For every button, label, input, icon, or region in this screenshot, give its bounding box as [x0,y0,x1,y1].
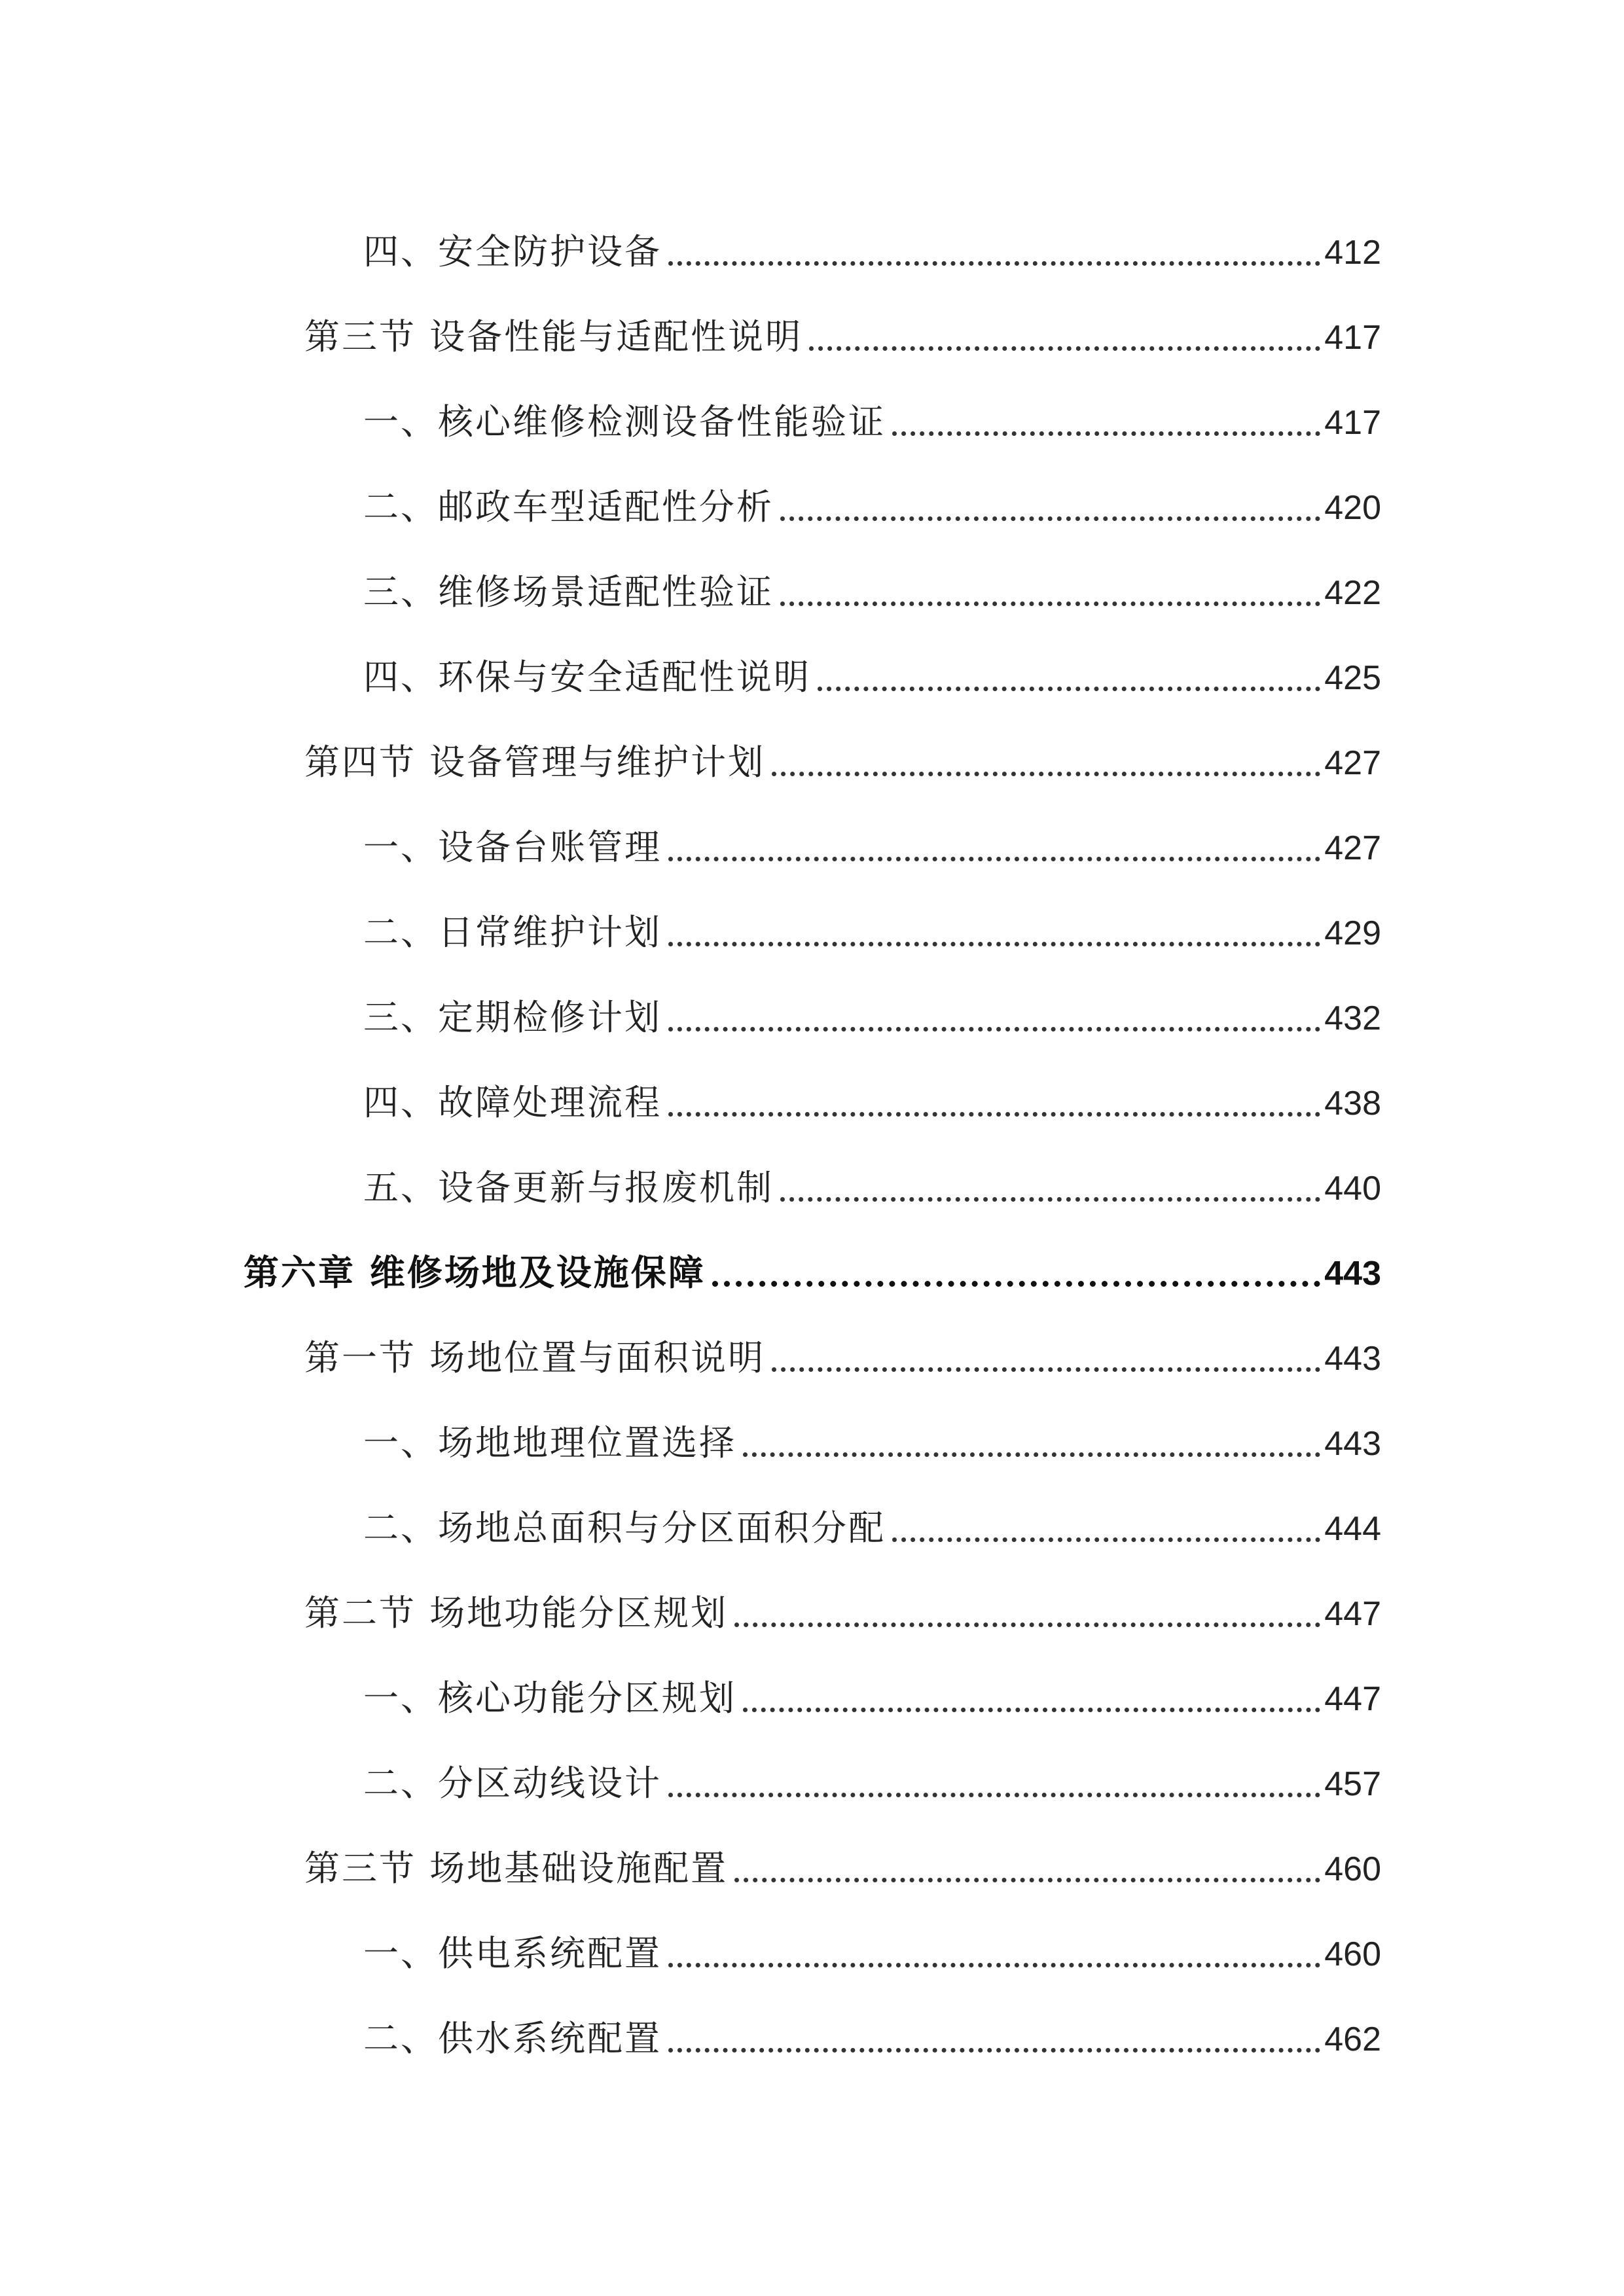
toc-page-number: 422 [1324,574,1381,612]
toc-dot-leader [780,516,1320,521]
toc-entry[interactable] [304,1821,1381,1889]
toc-entry[interactable] [304,1566,1381,1634]
toc-dot-leader [780,601,1320,606]
toc-dot-leader [734,1623,1320,1627]
toc-entry-label: 四、环保与安全适配性说明 [363,656,811,698]
toc-page-number: 460 [1324,1850,1381,1888]
toc-entry[interactable] [363,459,1381,528]
toc-page-number: 440 [1324,1170,1381,1208]
toc-page-number: 443 [1324,1255,1381,1293]
toc-entry[interactable] [363,1991,1381,2059]
toc-dot-leader [743,1452,1320,1457]
toc-entry[interactable] [363,1651,1381,1719]
toc-entry[interactable] [363,630,1381,698]
toc-dot-leader [668,857,1320,861]
toc-entry-label: 三、维修场景适配性验证 [363,571,774,613]
toc-page-number: 457 [1324,1765,1381,1803]
toc-page-number: 417 [1324,404,1381,442]
toc-page-number: 447 [1324,1680,1381,1718]
toc-entry-label: 第三节 场地基础设施配置 [304,1848,729,1889]
toc-dot-leader [772,1367,1320,1372]
toc-entry-label: 第四节 设备管理与维护计划 [304,742,766,783]
toc-entry-label: 三、定期检修计划 [363,997,662,1038]
toc-entry-label: 第二节 场地功能分区规划 [304,1592,729,1634]
toc-page-number: 427 [1324,829,1381,867]
toc-page-number: 443 [1324,1425,1381,1463]
toc-entry[interactable] [304,289,1381,355]
toc-entry[interactable] [363,374,1381,440]
toc-dot-leader [668,1027,1320,1031]
toc-page-number: 420 [1324,489,1381,527]
toc-page-number: 462 [1324,2020,1381,2058]
toc-page-number: 444 [1324,1510,1381,1548]
toc-entry[interactable] [363,1906,1381,1974]
toc-entry-label: 二、场地总面积与分区面积分配 [363,1507,886,1549]
toc-entry[interactable] [363,885,1381,953]
toc-page-number: 412 [1324,234,1381,272]
toc-entry[interactable] [304,715,1381,783]
toc-entry-label: 第六章 维修场地及设施保障 [244,1252,706,1293]
toc-dot-leader [892,1537,1320,1542]
toc-dot-leader [668,1793,1320,1797]
toc-dot-leader [668,2048,1320,2053]
toc-entry-label: 一、核心功能分区规划 [363,1677,736,1719]
toc-entry-label: 第一节 场地位置与面积说明 [304,1337,766,1378]
toc-entry-label: 第三节 设备性能与适配性说明 [304,316,803,357]
toc-dot-leader [772,772,1320,776]
toc-entry[interactable] [363,204,1381,270]
toc-entry-label: 一、场地地理位置选择 [363,1422,736,1463]
toc-dot-leader [712,1281,1320,1287]
toc-entry-label: 五、设备更新与报废机制 [363,1167,774,1208]
toc-dot-leader [809,346,1320,351]
toc-entry[interactable] [363,1055,1381,1121]
toc-dot-leader [780,1197,1320,1202]
toc-dot-leader [818,687,1320,691]
toc-dot-leader [743,1708,1320,1712]
toc-entry-label: 一、设备台账管理 [363,827,662,868]
toc-entry[interactable] [363,1480,1381,1549]
toc-page-number: 429 [1324,914,1381,952]
toc-entry[interactable] [363,800,1381,868]
toc-entry[interactable] [363,1395,1381,1461]
toc-entry[interactable] [363,1736,1381,1804]
toc-dot-leader [668,1112,1320,1117]
toc-page-number: 427 [1324,744,1381,782]
toc-dot-leader [668,261,1320,266]
toc-entry-label: 二、分区动线设计 [363,1763,662,1804]
toc-entry[interactable] [363,545,1381,613]
toc-entry[interactable] [304,1310,1381,1376]
toc-entry-label: 四、故障处理流程 [363,1082,662,1123]
toc-entry-label: 一、核心维修检测设备性能验证 [363,401,886,442]
toc-dot-leader [668,942,1320,946]
toc-entry-label: 二、供水系统配置 [363,2018,662,2059]
toc-dot-leader [668,1963,1320,1967]
toc-entry-label: 一、供电系统配置 [363,1933,662,1974]
toc-dot-leader [892,431,1320,436]
toc-page-number: 438 [1324,1085,1381,1122]
toc-page-number: 460 [1324,1935,1381,1973]
toc-page-number: 447 [1324,1595,1381,1633]
toc-entry[interactable] [363,970,1381,1038]
toc-page-number: 432 [1324,999,1381,1037]
toc-page-number: 443 [1324,1340,1381,1378]
toc-entry-label: 二、邮政车型适配性分析 [363,486,774,528]
toc-entry[interactable] [363,1140,1381,1206]
toc-entry-label: 四、安全防护设备 [363,231,662,272]
toc-page-number: 425 [1324,659,1381,697]
toc-entry[interactable] [244,1225,1381,1291]
toc-page-number: 417 [1324,319,1381,357]
toc-entry-label: 二、日常维护计划 [363,912,662,953]
toc-dot-leader [734,1878,1320,1882]
